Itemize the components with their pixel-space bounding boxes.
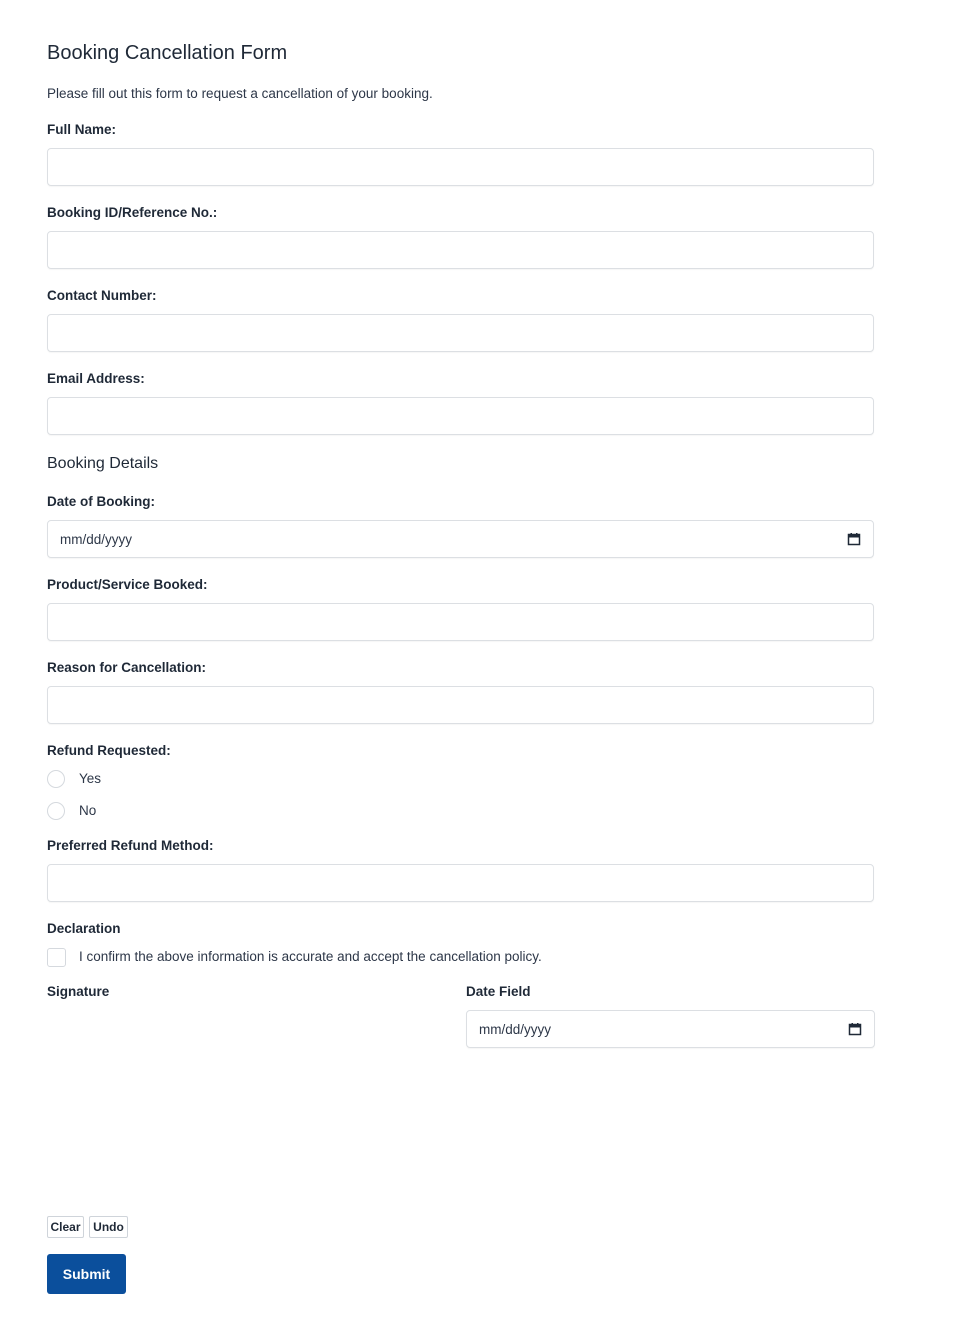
date-of-booking-input[interactable] [47,520,874,558]
refund-no-label[interactable]: No [79,803,97,818]
declaration-heading: Declaration [47,921,121,936]
refund-method-label: Preferred Refund Method: [47,838,214,853]
refund-yes-label[interactable]: Yes [79,771,102,786]
reason-input[interactable] [47,686,874,724]
date-of-booking-placeholder: mm/dd/yyyy [60,531,133,547]
form-title: Booking Cancellation Form [47,42,288,64]
refund-yes-radio[interactable] [47,770,65,788]
signature-pad[interactable] [47,1008,447,1204]
product-service-label: Product/Service Booked: [47,577,208,592]
submit-button[interactable]: Submit [47,1254,126,1294]
signature-label: Signature [47,984,110,999]
calendar-icon[interactable] [847,532,861,546]
undo-signature-button[interactable]: Undo [89,1216,128,1238]
date-field-input[interactable] [466,1010,875,1048]
form-intro: Please fill out this form to request a cancellation of your booking. [47,86,433,101]
refund-requested-label: Refund Requested: [47,743,171,758]
refund-method-input[interactable] [47,864,874,902]
email-input[interactable] [47,397,874,435]
full-name-label: Full Name: [47,122,117,137]
email-label: Email Address: [47,371,145,386]
booking-id-label: Booking ID/Reference No.: [47,205,218,220]
date-field-placeholder: mm/dd/yyyy [479,1021,552,1037]
product-service-input[interactable] [47,603,874,641]
reason-label: Reason for Cancellation: [47,660,207,675]
calendar-icon[interactable] [848,1022,862,1036]
contact-number-input[interactable] [47,314,874,352]
date-of-booking-label: Date of Booking: [47,494,155,509]
full-name-input[interactable] [47,148,874,186]
declaration-text[interactable]: I confirm the above information is accurate and accept the cancellation policy. [79,949,542,964]
booking-details-heading: Booking Details [47,455,159,472]
booking-id-input[interactable] [47,231,874,269]
date-field-label: Date Field [466,984,531,999]
contact-number-label: Contact Number: [47,288,157,303]
refund-no-radio[interactable] [47,802,65,820]
clear-signature-button[interactable]: Clear [47,1216,84,1238]
declaration-checkbox[interactable] [47,948,66,967]
